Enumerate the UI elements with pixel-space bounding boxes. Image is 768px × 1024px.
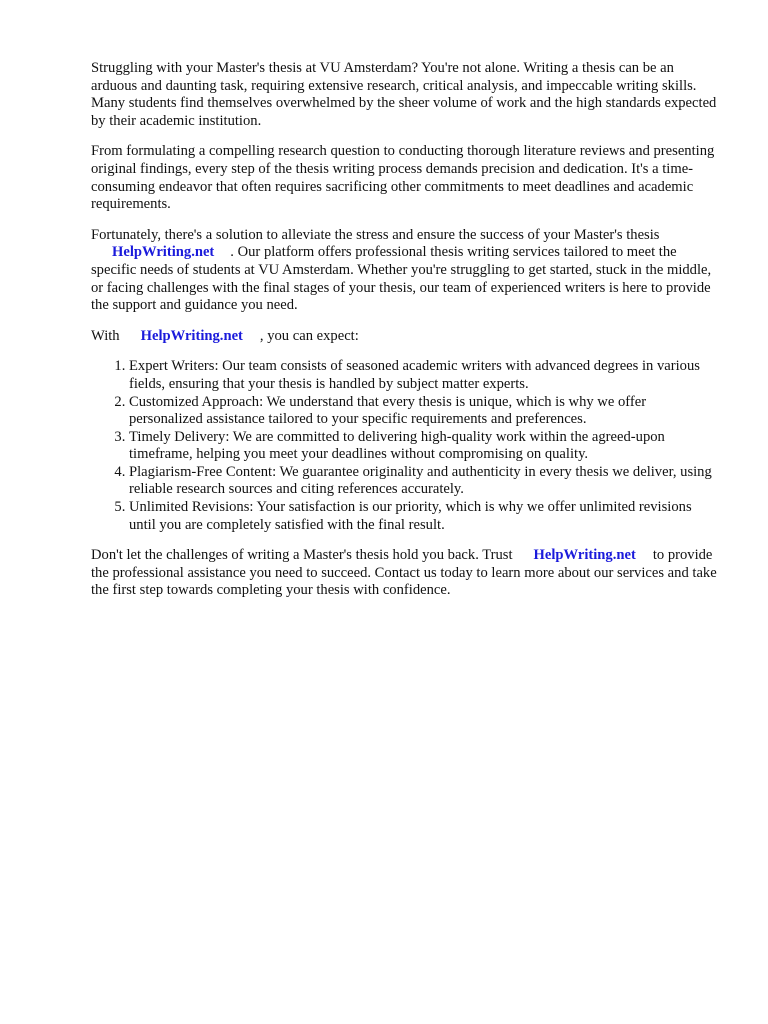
- intro-paragraph: Struggling with your Master's thesis at VU Amsterdam? You're not alone. Writing a thesis can be an arduous and daunting task, requiring extensive research, critical analysis, and impeccable writing skills. Many students find themselves overwhelmed by the sheer volume of work and the high standards expected by their academic institution.: [91, 60, 717, 129]
- list-item: 5. Unlimited Revisions: Your satisfaction is our priority, which is why we offer unlimited revisions until you are completely satisfied with the final result.: [129, 499, 721, 534]
- helpwriting-link-solution[interactable]: HelpWriting.net: [112, 244, 215, 261]
- closing-text-before: Don't let the challenges of writing a Master's thesis hold you back. Trust: [91, 547, 513, 564]
- benefits-list: [91, 358, 721, 534]
- expectations-text-before: With: [91, 327, 120, 344]
- solution-paragraph: [91, 227, 721, 315]
- document-page: [91, 60, 721, 613]
- list-item: 2. Customized Approach: We understand that every thesis is unique, which is why we offer personalized assistance tailored to your specific requirements and preferences.: [129, 394, 721, 429]
- list-item: 1. Expert Writers: Our team consists of seasoned academic writers with advanced degrees in various fields, ensuring that your thesis is handled by subject matter experts.: [129, 358, 721, 393]
- solution-text-after: . Our platform offers professional thesis writing services tailored to meet the specific needs of students at VU Amsterdam. Whether you're struggling to get started, stuck in the middle, or facing challenges with the final stages of your thesis, our team of experienced writers is here to provide the support and guidance you need.: [91, 244, 712, 314]
- expectations-intro-paragraph: [91, 328, 721, 346]
- list-item: 3. Timely Delivery: We are committed to delivering high-quality work within the agreed-upon timeframe, helping you meet your deadlines without compromising on quality.: [129, 429, 721, 464]
- helpwriting-link-closing[interactable]: HelpWriting.net: [533, 547, 636, 564]
- list-item: 4. Plagiarism-Free Content: We guarantee originality and authenticity in every thesis we deliver, using reliable research sources and citing references accurately.: [129, 464, 721, 499]
- process-paragraph: From formulating a compelling research question to conducting thorough literature reviews and presenting original findings, every step of the thesis writing process demands precision and dedication. It's a time-consuming endeavor that often requires sacrificing other commitments to meet deadlines and academic requirements.: [91, 143, 715, 213]
- closing-paragraph: [91, 547, 721, 600]
- solution-text-before: Fortunately, there's a solution to alleviate the stress and ensure the success of your Master's thesis: [91, 226, 660, 243]
- helpwriting-link-expectations[interactable]: HelpWriting.net: [140, 327, 243, 344]
- expectations-text-after: , you can expect:: [259, 327, 359, 344]
- closing-text-after: to provide the professional assistance you need to succeed. Contact us today to learn more about our services and take the first step towards completing your thesis with confidence.: [91, 547, 717, 599]
